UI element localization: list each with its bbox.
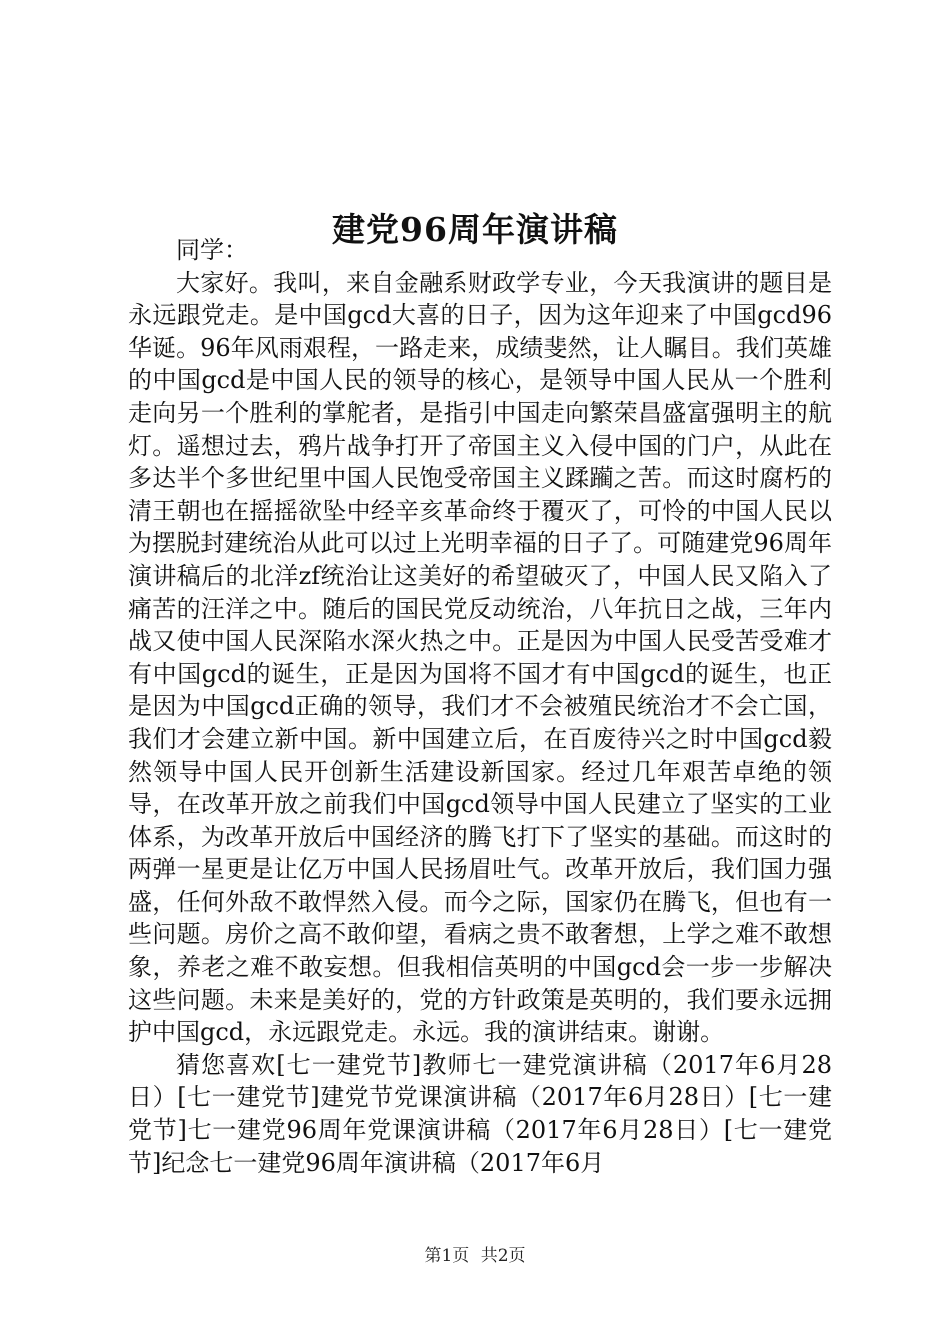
speech-paragraph: 大家好。我叫，来自金融系财政学专业，今天我演讲的题目是永远跟党走。是中国gcd大喜的日子，因为这年迎来了中国gcd96华诞。96年风雨艰程，一路走来，成绩斐然，让人瞩目。我们英雄的中国gcd是中国人民的领导的核心，是领导中国人民从一个胜利走向另一个胜利的掌舵者，是指引中国走向繁荣昌盛富强明主的航灯。遥想过去，鸦片战争打开了帝国主义入侵中国的门户，从此在多达半个多世纪里中国人民饱受帝国主义蹂躏之苦。而这时腐朽的清王朝也在摇摇欲坠中经辛亥革命终于覆灭了，可怜的中国人民以为摆脱封建统治从此可以过上光明幸福的日子了。可随建党96周年演讲稿后的北洋zf统治让这美好的希望破灭了，中国人民又陷入了痛苦的汪洋之中。随后的国民党反动统治，八年抗日之战，三年内战又使中国人民深陷水深火热之中。正是因为中国人民受苦受难才有中国gcd的诞生，正是因为国将不国才有中国gcd的诞生，也正是因为中国gcd正确的领导，我们才不会被殖民统治才不会亡国，我们才会建立新中国。新中国建立后，在百废待兴之时中国gcd毅然领导中国人民开创新生活建设新国家。经过几年艰苦卓绝的领导，在改革开放之前我们中国gcd领导中国人民建立了坚实的工业体系，为改革开放后中国经济的腾飞打下了坚实的基础。而这时的两弹一星更是让亿万中国人民扬眉吐气。改革开放后，我们国力强盛，任何外敌不敢悍然入侵。而今之际，国家仍在腾飞，但也有一些问题。房价之高不敢仰望，看病之贵不敢奢想，上学之难不敢想象，养老之难不敢妄想。但我相信英明的中国gcd会一步一步解决这些问题。未来是美好的，党的方针政策是英明的，我们要永远拥护中国gcd，永远跟党走。永远。我的演讲结束。谢谢。 xyxy=(128,268,832,1047)
page-footer xyxy=(0,1244,950,1268)
salutation-paragraph: 同学： xyxy=(176,236,248,264)
page-total: 共2页 xyxy=(480,1246,526,1266)
page-number: 第1页 xyxy=(424,1246,470,1266)
document-title: 建党96周年演讲稿 xyxy=(332,210,618,250)
document-body xyxy=(128,234,832,1179)
related-articles-paragraph: 猜您喜欢[七一建党节]教师七一建党演讲稿（2017年6月28日）[七一建党节]建党节党课演讲稿（2017年6月28日）[七一建党节]七一建党96周年党课演讲稿（2017年6月28日）[七一建党节]纪念七一建党96周年演讲稿（2017年6月 xyxy=(128,1050,832,1177)
